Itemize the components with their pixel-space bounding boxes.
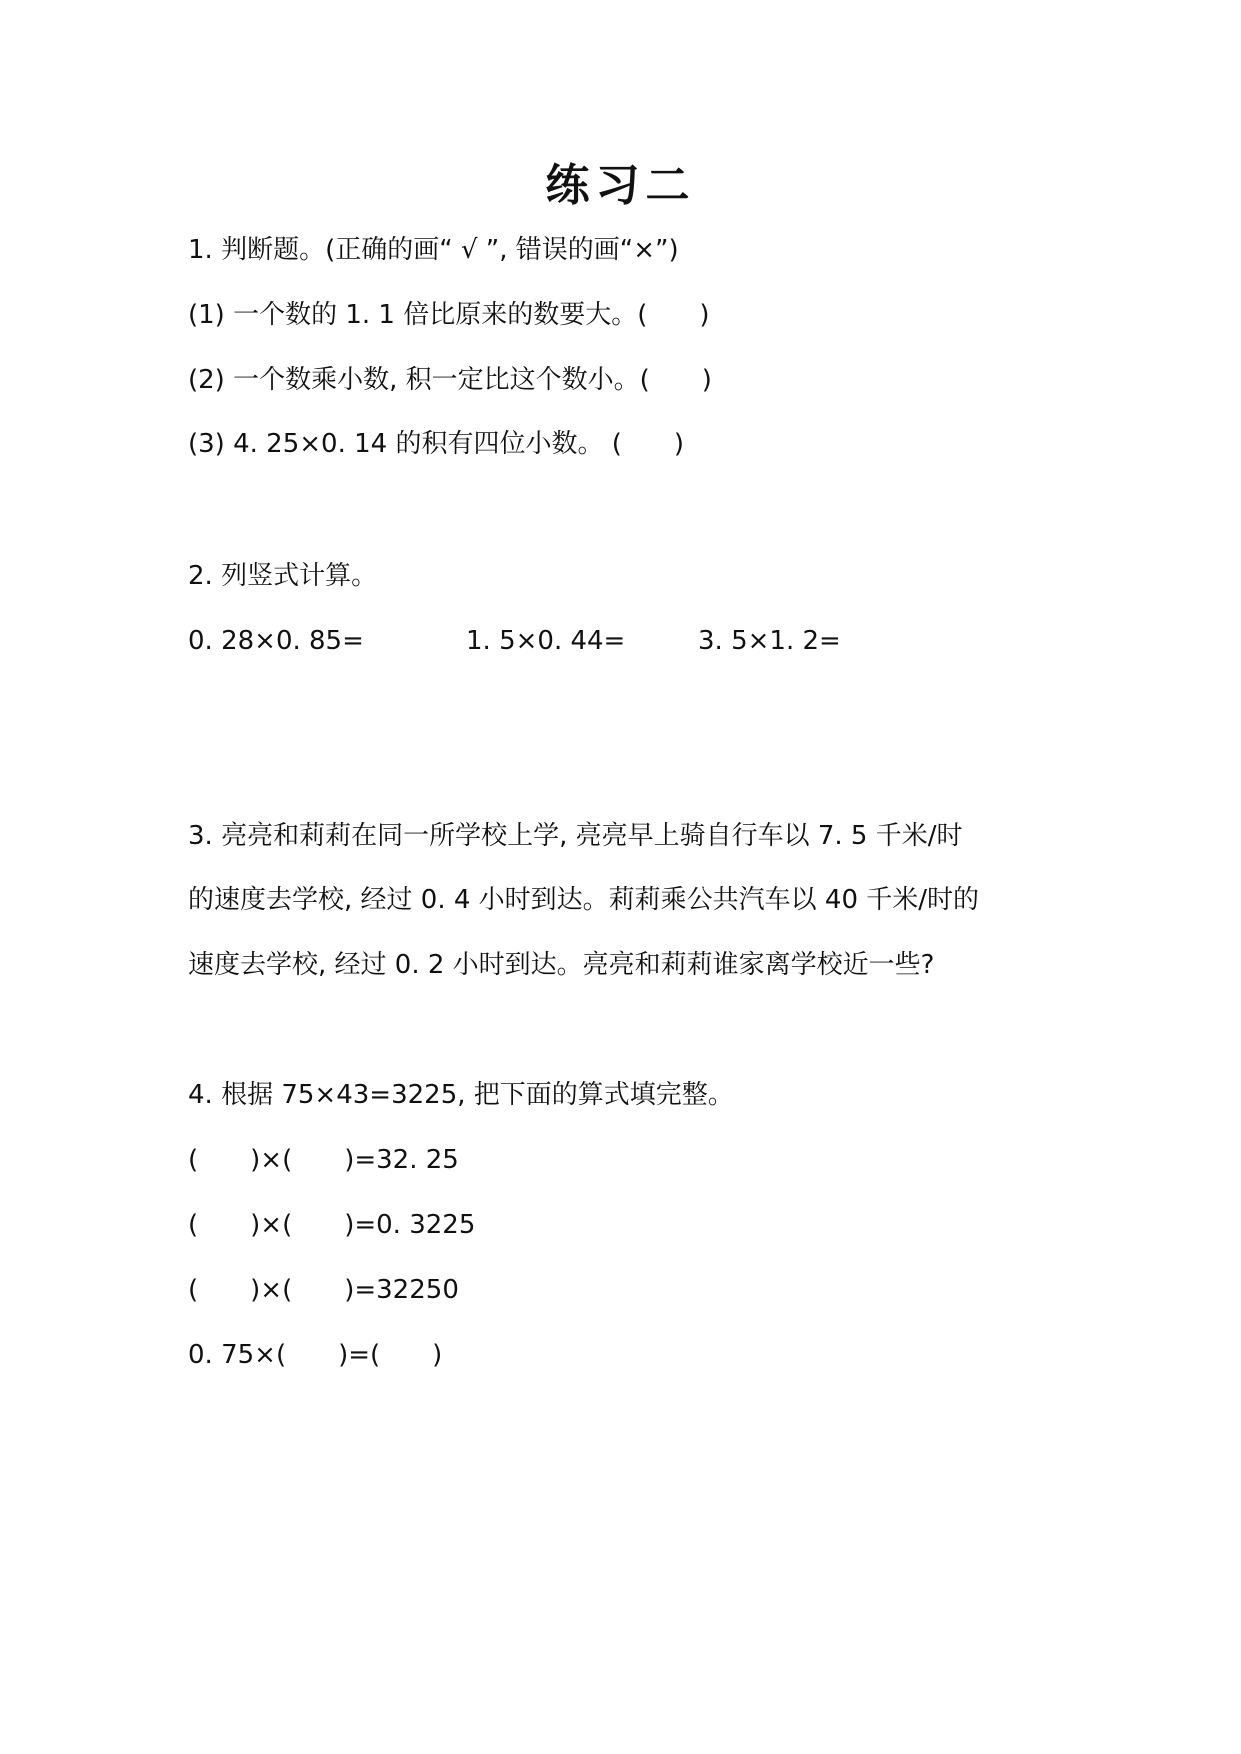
question-4-item-2: ( )×( )=0. 3225 xyxy=(188,1210,476,1240)
calculation-3: 3. 5×1. 2= xyxy=(698,626,841,656)
question-3-line-1: 3. 亮亮和莉莉在同一所学校上学, 亮亮早上骑自行车以 7. 5 千米/时 xyxy=(188,821,963,851)
question-1-heading: 1. 判断题。(正确的画“ √ ”, 错误的画“×”) xyxy=(188,235,679,265)
question-3-line-3: 速度去学校, 经过 0. 2 小时到达。亮亮和莉莉谁家离学校近一些? xyxy=(188,950,935,980)
question-3-line-2: 的速度去学校, 经过 0. 4 小时到达。莉莉乘公共汽车以 40 千米/时的 xyxy=(188,885,980,915)
question-4-heading: 4. 根据 75×43=3225, 把下面的算式填完整。 xyxy=(188,1080,734,1110)
question-4-item-3: ( )×( )=32250 xyxy=(188,1275,459,1305)
question-1-item-1: (1) 一个数的 1. 1 倍比原来的数要大。( ) xyxy=(188,300,710,330)
page-title: 练习二 xyxy=(545,160,696,211)
question-1-item-2: (2) 一个数乘小数, 积一定比这个数小。( ) xyxy=(188,365,712,395)
question-2-heading: 2. 列竖式计算。 xyxy=(188,561,378,591)
question-4-item-1: ( )×( )=32. 25 xyxy=(188,1145,459,1175)
question-4-item-4: 0. 75×( )=( ) xyxy=(188,1340,443,1370)
question-1-item-3: (3) 4. 25×0. 14 的积有四位小数。 ( ) xyxy=(188,429,685,459)
calculation-2: 1. 5×0. 44= xyxy=(466,626,626,656)
calculation-1: 0. 28×0. 85= xyxy=(188,626,364,656)
